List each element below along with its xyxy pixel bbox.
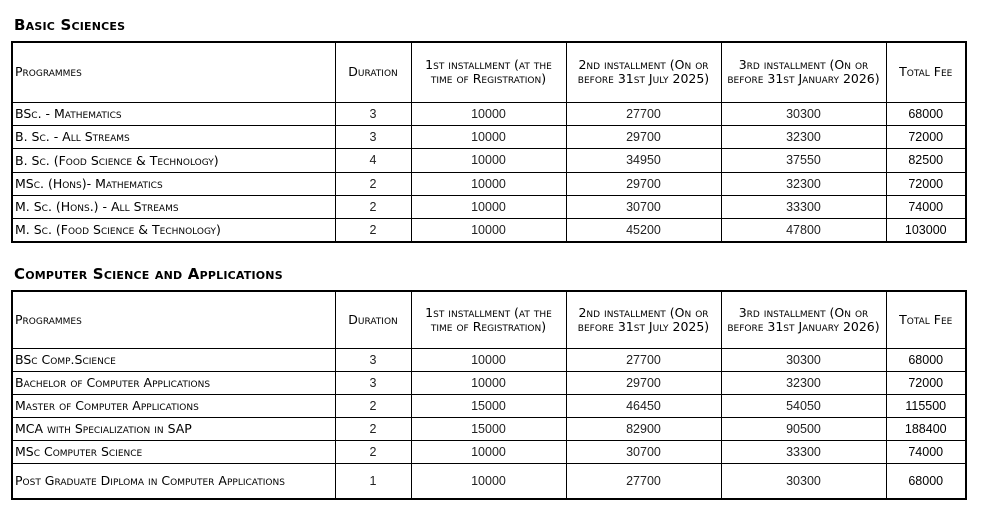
first-installment-value: 10000 (411, 463, 566, 499)
duration-value: 1 (335, 463, 411, 499)
duration-value: 2 (335, 417, 411, 440)
table-row (12, 172, 966, 195)
programme-name: BSc. - Mathematics (12, 102, 335, 125)
third-installment-value: 37550 (721, 148, 886, 172)
duration-value: 2 (335, 172, 411, 195)
table-row (12, 125, 966, 148)
third-installment-value: 30300 (721, 102, 886, 125)
third-installment-value: 32300 (721, 371, 886, 394)
total-fee-value: 68000 (886, 102, 966, 125)
third-installment-value: 33300 (721, 195, 886, 218)
table-row (12, 148, 966, 172)
programme-name: MCA with Specialization in SAP (12, 417, 335, 440)
second-installment-value: 27700 (566, 102, 721, 125)
second-installment-value: 46450 (566, 394, 721, 417)
header-total-fee: Total Fee (886, 291, 966, 348)
total-fee-value: 82500 (886, 148, 966, 172)
first-installment-value: 10000 (411, 102, 566, 125)
header-first-installment: 1st installment (at the time of Registration) (411, 291, 566, 348)
total-fee-value: 72000 (886, 125, 966, 148)
table-row (12, 394, 966, 417)
programme-name: M. Sc. (Food Science & Technology) (12, 218, 335, 242)
third-installment-value: 32300 (721, 172, 886, 195)
programme-name: MSc Computer Science (12, 440, 335, 463)
second-installment-value: 34950 (566, 148, 721, 172)
table-row (12, 463, 966, 499)
total-fee-value: 74000 (886, 440, 966, 463)
first-installment-value: 10000 (411, 125, 566, 148)
third-installment-value: 47800 (721, 218, 886, 242)
third-installment-value: 32300 (721, 125, 886, 148)
header-row (12, 291, 966, 348)
first-installment-value: 10000 (411, 371, 566, 394)
table-row (12, 348, 966, 371)
first-installment-value: 10000 (411, 218, 566, 242)
duration-value: 2 (335, 218, 411, 242)
table-row (12, 417, 966, 440)
second-installment-value: 30700 (566, 195, 721, 218)
duration-value: 2 (335, 394, 411, 417)
header-duration: Duration (335, 291, 411, 348)
total-fee-value: 74000 (886, 195, 966, 218)
table-row (12, 102, 966, 125)
table-row (12, 440, 966, 463)
programme-name: B. Sc. (Food Science & Technology) (12, 148, 335, 172)
header-total-fee: Total Fee (886, 42, 966, 102)
header-first-installment: 1st installment (at the time of Registration) (411, 42, 566, 102)
duration-value: 3 (335, 371, 411, 394)
programme-name: MSc. (Hons)- Mathematics (12, 172, 335, 195)
section-title-computer-science: Computer Science and Applications (14, 265, 283, 283)
first-installment-value: 10000 (411, 440, 566, 463)
programme-name: BSc Comp.Science (12, 348, 335, 371)
first-installment-value: 10000 (411, 172, 566, 195)
header-third-installment: 3rd installment (On or before 31st January 2026) (721, 291, 886, 348)
total-fee-value: 115500 (886, 394, 966, 417)
first-installment-value: 15000 (411, 394, 566, 417)
computer-science-fee-table (11, 290, 967, 500)
programme-name: Bachelor of Computer Applications (12, 371, 335, 394)
header-duration: Duration (335, 42, 411, 102)
second-installment-value: 30700 (566, 440, 721, 463)
table-row (12, 218, 966, 242)
duration-value: 2 (335, 195, 411, 218)
table-row (12, 195, 966, 218)
programme-name: B. Sc. - All Streams (12, 125, 335, 148)
second-installment-value: 82900 (566, 417, 721, 440)
total-fee-value: 72000 (886, 172, 966, 195)
third-installment-value: 33300 (721, 440, 886, 463)
programme-name: Master of Computer Applications (12, 394, 335, 417)
total-fee-value: 68000 (886, 463, 966, 499)
first-installment-value: 10000 (411, 148, 566, 172)
header-second-installment: 2nd installment (On or before 31st July 2025) (566, 291, 721, 348)
total-fee-value: 72000 (886, 371, 966, 394)
programme-name: Post Graduate Diploma in Computer Applications (12, 463, 335, 499)
total-fee-value: 188400 (886, 417, 966, 440)
header-second-installment: 2nd installment (On or before 31st July 2025) (566, 42, 721, 102)
header-programmes: Programmes (12, 42, 335, 102)
second-installment-value: 29700 (566, 371, 721, 394)
total-fee-value: 68000 (886, 348, 966, 371)
first-installment-value: 10000 (411, 195, 566, 218)
table-row (12, 371, 966, 394)
section-title-basic-sciences: Basic Sciences (14, 16, 126, 34)
basic-sciences-fee-table (11, 41, 967, 243)
first-installment-value: 10000 (411, 348, 566, 371)
second-installment-value: 27700 (566, 463, 721, 499)
duration-value: 3 (335, 102, 411, 125)
total-fee-value: 103000 (886, 218, 966, 242)
third-installment-value: 30300 (721, 463, 886, 499)
duration-value: 3 (335, 125, 411, 148)
duration-value: 3 (335, 348, 411, 371)
duration-value: 4 (335, 148, 411, 172)
header-programmes: Programmes (12, 291, 335, 348)
header-third-installment: 3rd installment (On or before 31st January 2026) (721, 42, 886, 102)
first-installment-value: 15000 (411, 417, 566, 440)
second-installment-value: 29700 (566, 125, 721, 148)
programme-name: M. Sc. (Hons.) - All Streams (12, 195, 335, 218)
third-installment-value: 54050 (721, 394, 886, 417)
second-installment-value: 29700 (566, 172, 721, 195)
third-installment-value: 30300 (721, 348, 886, 371)
third-installment-value: 90500 (721, 417, 886, 440)
header-row (12, 42, 966, 102)
second-installment-value: 45200 (566, 218, 721, 242)
duration-value: 2 (335, 440, 411, 463)
second-installment-value: 27700 (566, 348, 721, 371)
